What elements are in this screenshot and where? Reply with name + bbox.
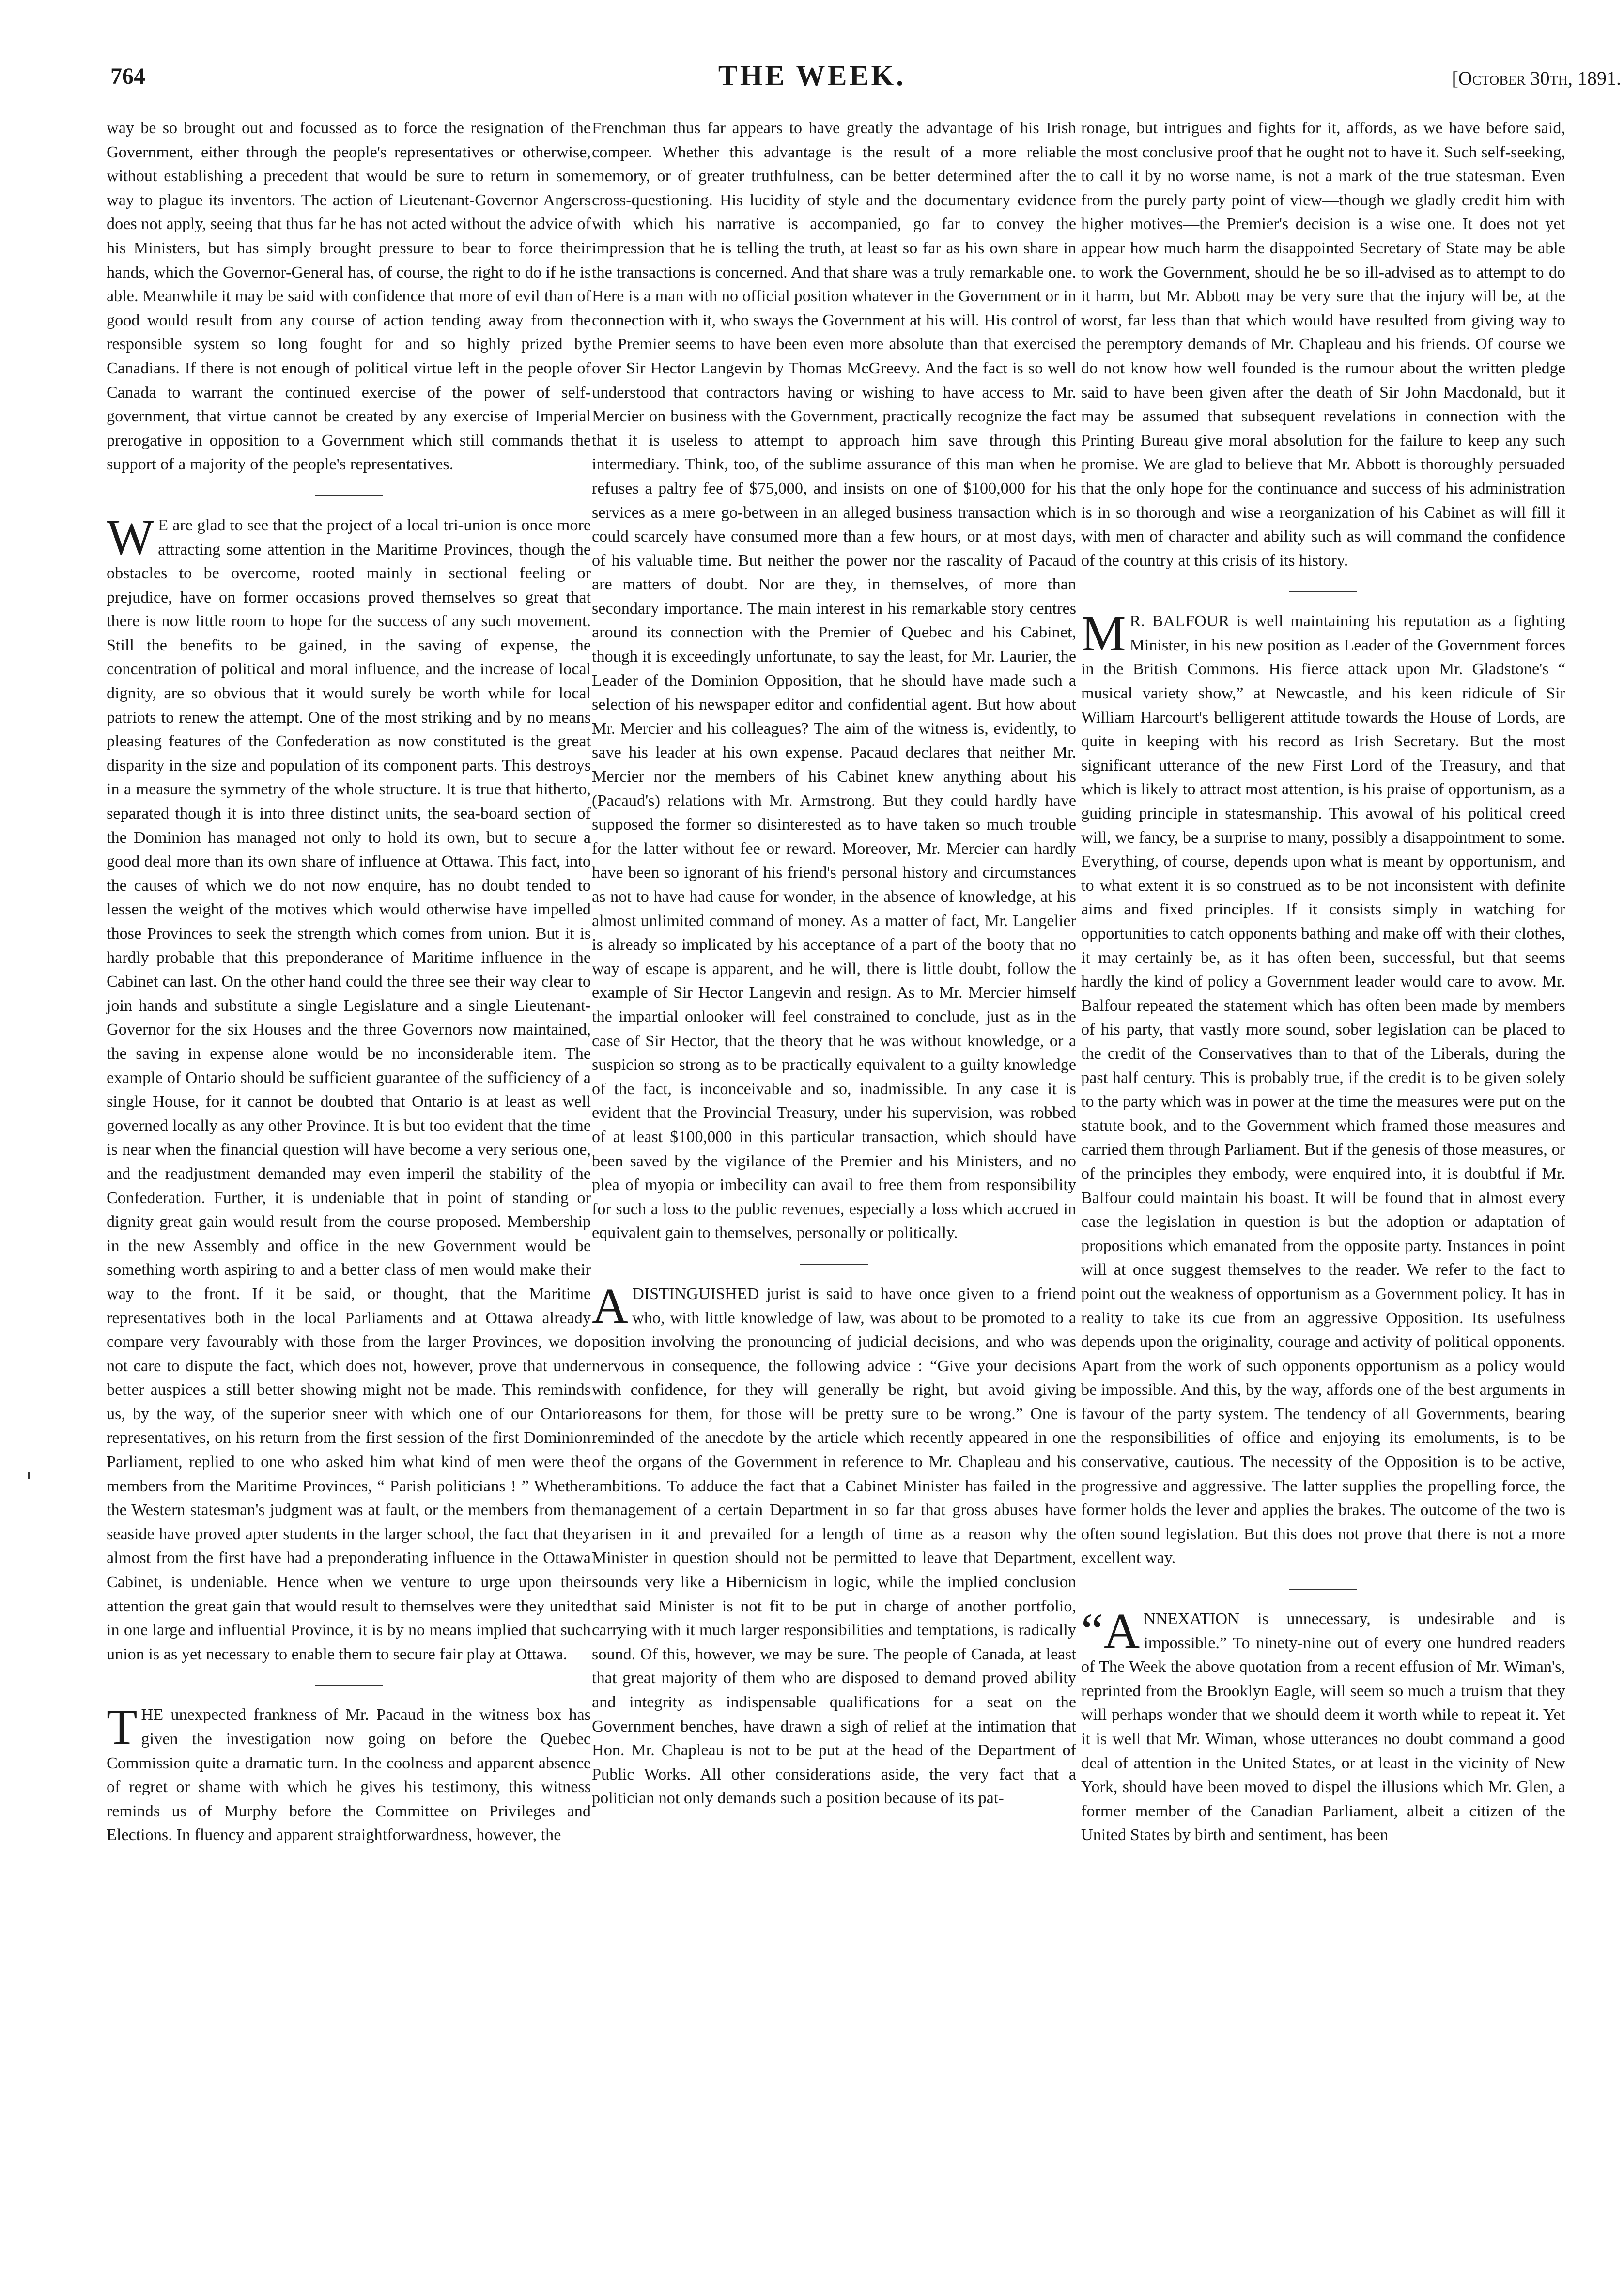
publication-title: THE WEEK. (718, 60, 906, 92)
article-paragraph: Frenchman thus far appears to have greatly the advantage of his Irish compeer. Whether this advantage is the result of a more reliable memory, or of greater truthfulness, can be better determined after the cross-questioning. His lucidity of style and the documentary evidence with which his narrative is accompanied, go far to convey the impression that he is telling the truth, at least so far as his own share in the transactions is concerned. And that share was a truly remarkable one. Here is a man with no official position whatever in the Government or in connection with it, who sways the Government at his will. His control of the Premier seems to have been even more absolute than that exercised over Sir Hector Langevin by Thomas McGreevy. And the fact is so well understood that contractors having or wishing to have access to Mr. Mercier on business with the Government, practically recognize the fact that it is useless to attempt to approach him save through this intermediary. Think, too, of the sublime assurance of this man when he refuses a paltry fee of $75,000, and insists on one of $100,000 for his services as a mere go-between in an alleged business transaction which could scarcely have consumed more than a few hours, or at most days, of his valuable time. But neither the power nor the rascality of Pacaud are matters of doubt. Nor are they, in themselves, of more than secondary importance. The main interest in his remarkable story centres around its connection with the Premier of Quebec and his Cabinet, though it is exceedingly unfortunate, to say the least, for Mr. Laurier, the Leader of the Dominion Opposition, that he should have made such a selection of his newspaper editor and confidential agent. But how about Mr. Mercier and his colleagues? The aim of the witness is, evidently, to save his leader at his own expense. Pacaud declares that neither Mr. Mercier nor the members of his Cabinet knew anything about his (Pacaud's) relations with Mr. Armstrong. But they could hardly have supposed the former so disinterested as to have taken so much trouble for the latter without fee or reward. Moreover, Mr. Mercier can hardly have been so ignorant of his friend's personal history and circumstances as not to have had cause for wonder, in the absence of knowledge, at his almost unlimited command of money. As a matter of fact, Mr. Langelier is already so implicated by his acceptance of a part of the booty that no way of escape is apparent, and he will, there is little doubt, follow the example of Sir Hector Langevin and resign. As to Mr. Mercier himself the impartial onlooker will feel constrained to conclude, just as in the case of Sir Hector, that the theory that he was without knowledge, or a suspicion so strong as to be practically equivalent to a guilty knowledge of the fact, is inconceivable and so, inadmissible. In any case it is evident that the Provincial Treasury, under his supervision, was robbed of at least $100,000 in this particular transaction, which should have been saved by the vigilance of the Premier and his Ministers, and no plea of myopia or imbecility can avail to free them from responsibility for such a loss to the public revenues, especially a loss which accrued in equivalent gain to themselves, personally or politically. (592, 119, 1076, 1242)
page-number: 764 (110, 63, 145, 89)
article-text: HE unexpected frankness of Mr. Pacaud in the witness box has given the investigation now going on before the Quebec Commission quite a dramatic turn. In the coolness and apparent absence of regret or shame with which he gives his testimony, this witness reminds us of Murphy before the Committee on Privileges and Elections. In fluency and apparent straightforwardness, however, the (107, 1706, 591, 1844)
article-paragraph (107, 509, 591, 1667)
section-divider (1289, 591, 1357, 592)
article-text: NNEXATION is unnecessary, is undesirable and is impossible.” To ninety-nine out of every one hundred readers of The Week the above quotation from a recent effusion of Mr. Wiman's, reprinted from the Brooklyn Eagle, will seem so much a truism that they will perhaps wonder that we should deem it worth while to repeat it. Yet it is well that Mr. Wiman, whose utterances no doubt command a good deal of attention in the United States, or at least in the vicinity of New York, should have been moved to dispel the illusions which Mr. Glen, a former member of the Canadian Parliament, albeit a citizen of the United States by birth and sentiment, has been (1081, 1610, 1565, 1844)
section-divider (315, 1685, 383, 1686)
article-paragraph (107, 1699, 591, 1847)
drop-cap: M (1081, 605, 1126, 662)
article-paragraph (592, 1278, 1076, 1811)
drop-cap: W (107, 509, 155, 565)
page-header (0, 0, 1624, 121)
article-paragraph: ronage, but intrigues and fights for it, affords, as we have before said, the most conclusive proof that he ought not to have it. Such self-seeking, to call it by no worse name, is not a mark of the true statesman. Even from the purely party point of view—though we gladly credit him with higher motives—the Premier's decision is a wise one. It does not yet appear how much harm the disappointed Secretary of State may be able to work the Government, should he be so ill-advised as to attempt to do it harm, but Mr. Abbott may be very sure that the injury will be, at the worst, far less than that which would have resulted from giving way to the peremptory demands of Mr. Chapleau and his friends. Of course we do not know how well founded is the rumour about the written pledge said to have been given after the death of Sir John Macdonald, but it may be assumed that subsequent revelations in connection with the Printing Bureau give moral absolution for the failure to keep any such promise. We are glad to believe that Mr. Abbott is thoroughly persuaded that the only hope for the continuance and success of his administration is in so thorough and wise a reorganization of his Cabinet as will fill it with men of character and ability such as will command the confidence of the country at this crisis of its history. (1081, 119, 1565, 570)
article-paragraph: way be so brought out and focussed as to force the resignation of the Government, either through the people's representatives or otherwise, without establishing a precedent that would be sure to return in some way to plague its inventors. The action of Lieutenant-Governor Angers does not apply, seeing that thus far he has not acted without the advice of his Ministers, but has simply brought pressure to bear to force their hands, which the Governor-General has, of course, the right to do if he is able. Meanwhile it may be said with confidence that more of evil than of good would result from any course of action tending away from the responsible system so long fought for and so highly prized by Canadians. If there is not enough of political virtue left in the people of Canada to warrant the continued exercise of the power of self-government, that virtue cannot be created by any exercise of Imperial prerogative in opposition to a Government which still commands the support of a majority of the people's representatives. (107, 119, 591, 474)
issue-date: [October 30th, 1891. (1452, 67, 1621, 89)
article-text: DISTINGUISHED jurist is said to have once given to a friend who, with little knowledge of law, was about to be promoted to a position involving the pronouncing of judicial decisions, and who was nervous in consequence, the following advice : “Give your decisions with confidence, for they will generally be right, but avoid giving reasons for them, for those will be pretty sure to be wrong.” One is reminded of the anecdote by the article which recently appeared in one of the organs of the Government in reference to Mr. Chapleau and his ambitions. To adduce the fact that a Cabinet Minister has failed in the management of a certain Department in so far that gross abuses have arisen in it and prevailed for a length of time as a reason why the Minister in question should not be permitted to leave that Department, sounds very like a Hibernicism in logic, while the implied conclusion that said Minister is not fit to be put in charge of another portfolio, carrying with it much larger responsibilities and temptations, is radically sound. Of this, however, we may be sure. The people of Canada, at least that great majority of them who are disposed to demand proved ability and integrity as indispensable qualifications for a seat on the Government benches, have drawn a sigh of relief at the intimation that Hon. Mr. Chapleau is not to be put at the head of the Department of Public Works. All other considerations aside, the very fact that a politician not only demands such a position because of its pat- (592, 1285, 1076, 1808)
section-divider (800, 1264, 868, 1265)
article-paragraph (1081, 605, 1565, 1570)
article-text: E are glad to see that the project of a local tri-union is once more attracting some attention in the Maritime Provinces, though the obstacles to be overcome, rooted mainly in sectional feeling or prejudice, have on former occasions proved themselves so great that there is now little room to hope for the success of any such movement. Still the benefits to be gained, in the saving of expense, the concentration of political and moral influence, and the increase of local dignity, are so obvious that it would surely be worth while for local patriots to renew the attempt. One of the most striking and by no means pleasing features of the Confederation as now constituted is the great disparity in the size and population of its component parts. This destroys in a measure the symmetry of the whole structure. It is true that hitherto, separated though it is into three distinct units, the sea-board section of the Dominion has managed not only to hold its own, but to secure a good deal more than its own share of influence at Ottawa. This fact, into the causes of which we do not now enquire, has no doubt tended to lessen the weight of the motives which would otherwise have impelled those Provinces to seek the strength which comes from union. But it is hardly probable that this preponderance of Maritime influence in the Cabinet can last. On the other hand could the three see their way clear to join hands and substitute a single Legislature and a single Lieutenant-Governor for the six Houses and the three Governors now maintained, the saving in expense alone would be no inconsiderable item. The example of Ontario should be sufficient guarantee of the sufficiency of a single House, for it cannot be doubted that Ontario is at least as well governed locally as any other Province. It is but too evident that the time is near when the financial question will have become a very serious one, and the readjustment demanded may even imperil the stability of the Confederation. Further, it is undeniable that in point of standing or dignity great gain would result from the course proposed. Membership in the new Assembly and office in the new Government would be something worth aspiring to and a better class of men would make their way to the front. If it be said, or thought, that the Maritime representatives both in the local Parliaments and at Ottawa already compare very favourably with those from the larger Provinces, we do not care to dispute the fact, which does not, however, prove that under better auspices a still better showing might not be made. This reminds us, by the way, of the superior sneer with which one of our Ontario representatives, on his return from the first session of the first Dominion Parliament, replied to one who asked him what kind of men were the members from the Maritime Provinces, “ Parish politicians ! ” Whether the Western statesman's judgment was at fault, or the members from the seaside have proved apter students in the larger school, the fact that they almost from the first have had a preponderating influence in the Ottawa Cabinet, is undeniable. Hence when we venture to urge upon their attention the great gain that would result to themselves were they united in one large and influential Province, it is by no means implied that such union is as yet necessary to enable them to secure fair play at Ottawa. (107, 516, 591, 1663)
section-divider (1289, 1589, 1357, 1590)
column-2 (592, 116, 1076, 1811)
column-3 (1081, 116, 1565, 1847)
article-paragraph (1081, 1603, 1565, 1847)
article-text: R. BALFOUR is well maintaining his reputation as a fighting Minister, in his new position as Leader of the Government forces in the British Commons. His fierce attack upon Mr. Gladstone's “ musical variety show,” at Newcastle, and his keen ridicule of Sir William Harcourt's belligerent attitude towards the House of Lords, are quite in keeping with his record as Irish Secretary. But the most significant utterance of the new First Lord of the Treasury, and that which is likely to attract most attention, is his praise of opportunism, as a guiding principle in statesmanship. This avowal of his political creed will, we fancy, be a surprise to many, possibly a disappointment to some. Everything, of course, depends upon what is meant by opportunism, and to what extent it is so construed as to be not inconsistent with definite aims and fixed principles. If it consists simply in watching for opportunities to catch opponents bathing and make off with their clothes, it may certainly be, as it has often been, successful, but that seems hardly the kind of policy a Government leader would care to avow. Mr. Balfour repeated the statement which has often been made by members of his party, that vastly more sound, sober legislation can be placed to the credit of the Conservatives than to that of the Liberals, during the past half century. This is probably true, if the credit is to be given solely to the party which was in power at the time the measures were put on the statute book, and to the Government which framed those measures and carried them through Parliament. But if the genesis of those measures, or of the principles they embody, were enquired into, it is doubtful if Mr. Balfour could maintain his boast. It will be found that in almost every case the legislation in question is but the adoption or adaptation of propositions which emanated from the opposite party. Instances in point will at once suggest themselves to the reader. We refer to the fact to point out the weakness of opportunism as a Government policy. It has in reality to take its cue from an aggressive Opposition. Its usefulness depends upon the originality, courage and activity of political opponents. Apart from the work of such opponents opportunism as a policy would be impossible. And this, by the way, affords one of the best arguments in favour of the party system. The tendency of all Governments, bearing the responsibilities of office and enjoying its emoluments, is to be conservative, cautious. The necessity of the Opposition is to be active, progressive and aggressive. The latter supplies the propelling force, the former holds the lever and applies the brakes. The outcome of the two is often sound legislation. But this does not prove that there is not a more excellent way. (1081, 612, 1565, 1567)
drop-cap: “A (1081, 1603, 1140, 1659)
margin-mark (28, 1472, 30, 1479)
column-1 (107, 116, 591, 1847)
drop-cap: A (592, 1278, 629, 1334)
section-divider (315, 495, 383, 496)
drop-cap: T (107, 1699, 138, 1755)
